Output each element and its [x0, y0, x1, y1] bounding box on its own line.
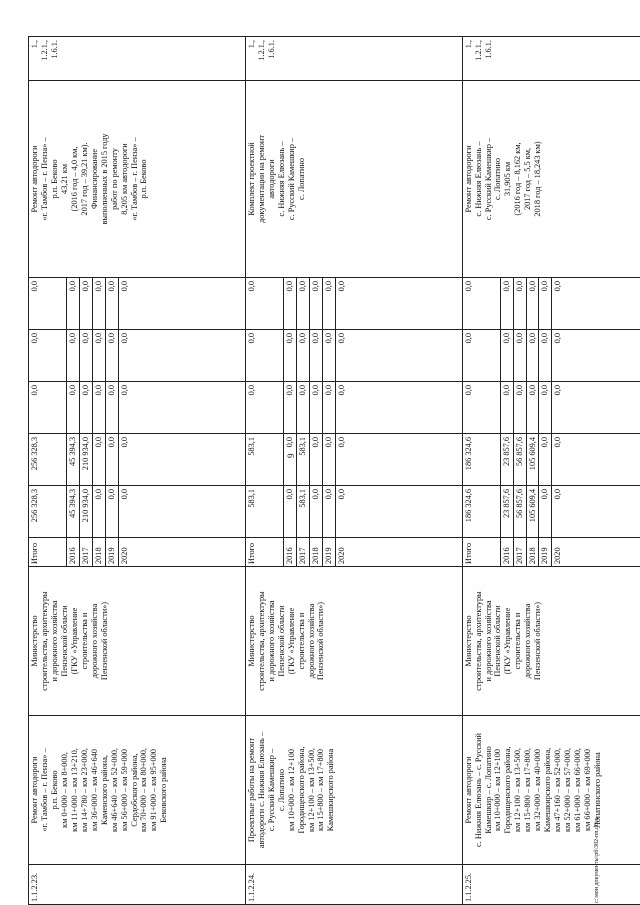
result-line: «г. Тамбов – г. Пенза» –: [39, 137, 49, 221]
executor-line: Пензенской области»): [99, 601, 109, 681]
amount-cell: 0,0: [513, 330, 526, 382]
amount-cell: 210 934,0: [79, 434, 92, 486]
amount-cell: 0,0: [283, 330, 296, 382]
year-cell: Итого: [29, 538, 67, 567]
measure-name-line: км 0+000 – км 8+000,: [59, 752, 69, 828]
amount-cell: 0,0: [79, 278, 92, 330]
executor-line: строительства и: [513, 612, 523, 670]
page-number: 9: [286, 453, 296, 458]
result-line: с. Лопатино: [493, 158, 503, 200]
measure-name-line: км 15+800 – км 17+800: [316, 749, 326, 831]
amount-cell: 0,0: [462, 278, 500, 330]
measure-name-line: Лопатинского района: [593, 752, 603, 828]
measure-name: [462, 716, 640, 865]
measure-name-line: км 10+000 – км 12+100: [286, 749, 296, 831]
amount-cell: 105 609,4: [526, 486, 539, 538]
amount-cell: 0,0: [552, 382, 640, 434]
amount-cell: 0,0: [309, 330, 322, 382]
amount-cell: 0,0: [500, 278, 513, 330]
amount-cell: 0,0: [335, 382, 462, 434]
executor-line: и дорожного хозяйства: [266, 600, 276, 682]
amount-cell: 0,0: [500, 382, 513, 434]
amount-cell: 0,0: [79, 382, 92, 434]
amount-cell: 0,0: [118, 486, 245, 538]
executor-line: строительства и: [296, 612, 306, 670]
amount-cell: 0,0: [309, 278, 322, 330]
measure-name-line: Городищенского района,: [296, 746, 306, 834]
year-cell: 2018: [309, 538, 322, 567]
result-line: Комплект проектной: [246, 142, 256, 216]
amount-cell: 0,0: [245, 278, 283, 330]
amount-cell: 0,0: [245, 382, 283, 434]
result-line: (2016 год – 4,0 км,: [69, 146, 79, 212]
amount-cell: 0,0: [92, 278, 105, 330]
year-cell: 2019: [539, 538, 552, 567]
amount-cell: 0,0: [296, 278, 309, 330]
executor-line: дорожного хозяйства: [306, 603, 316, 679]
amount-cell: 0,0: [67, 382, 80, 434]
measure-name-line: км 66+000 – км 69+000: [583, 749, 593, 831]
year-cell: 2020: [335, 538, 462, 567]
amount-cell: 0,0: [335, 278, 462, 330]
executor-line: Министерство: [246, 615, 256, 667]
measure-name-line: Сердобского района,: [129, 753, 139, 827]
measure-name: [245, 716, 462, 865]
executor-line: и дорожного хозяйства: [49, 600, 59, 682]
result-line: р.п. Беково: [139, 159, 149, 199]
amount-cell: 56 857,6: [513, 434, 526, 486]
amount-cell: 45 394,3: [67, 486, 80, 538]
measure-name-line: Ремонт автодороги: [30, 756, 39, 824]
program-table: [28, 36, 640, 905]
measure-name-line: с. Русский Камешкир –: [266, 748, 276, 832]
measure-name-line: «г. Тамбов – г. Пенза» –: [39, 748, 49, 832]
result-line: с. Нижняя Елюзань –: [473, 141, 483, 217]
amount-cell: 0,0: [552, 434, 640, 486]
indicator-line: 1.,: [463, 40, 473, 49]
amount-cell: 0,0: [105, 434, 118, 486]
year-cell: 2020: [118, 538, 245, 567]
year-cell: 2020: [552, 538, 640, 567]
executor-line: Министерство: [30, 615, 39, 667]
expected-result: [245, 81, 462, 278]
executor-line: Пензенской области: [493, 605, 503, 677]
expected-result: [29, 81, 246, 278]
executor: [245, 567, 462, 716]
amount-cell: 0,0: [105, 330, 118, 382]
indicator-line: 1.,: [30, 40, 39, 49]
measure-name-line: км 15+800 – км 17+800,: [523, 748, 533, 832]
amount-cell: 0,0: [283, 278, 296, 330]
amount-cell: 0,0: [526, 330, 539, 382]
result-line: документации на ремонт: [256, 135, 266, 223]
executor-line: Пензенской области: [59, 605, 69, 677]
amount-cell: 0,0: [552, 278, 640, 330]
amount-cell: 186 324,6: [462, 434, 500, 486]
indicator-refs: [29, 37, 246, 81]
result-line: 2018 год – 18,243 км): [533, 141, 543, 217]
amount-cell: 0,0: [67, 278, 80, 330]
table-row: [245, 37, 283, 905]
amount-cell: 23 857,6: [500, 434, 513, 486]
measure-name-line: Камешкир – с. Лопатино: [483, 746, 493, 834]
indicator-line: 1.2.1.,: [256, 40, 266, 61]
executor: [29, 567, 246, 716]
row-code: 1.1.2.23.: [29, 865, 246, 905]
amount-cell: 0,0: [513, 382, 526, 434]
amount-cell: 0,0: [67, 330, 80, 382]
executor-line: строительства, архитектуры: [39, 591, 49, 691]
amount-cell: 0,0: [539, 278, 552, 330]
year-cell: 2019: [105, 538, 118, 567]
amount-cell: 0,0: [539, 486, 552, 538]
indicator-refs: [462, 37, 640, 81]
result-line: 2017 год – 5,5 км,: [523, 147, 533, 211]
amount-cell: 45 394,3: [67, 434, 80, 486]
amount-cell: 105 609,4: [526, 434, 539, 486]
executor-line: строительства, архитектуры: [473, 591, 483, 691]
amount-cell: 0,0: [526, 278, 539, 330]
result-line: автодороги: [266, 159, 276, 199]
result-line: с. Русский Камешкир –: [483, 137, 493, 221]
amount-cell: 0,0: [296, 330, 309, 382]
measure-name-line: км 52+000 – км 57+000,: [563, 748, 573, 832]
amount-cell: 0,0: [296, 382, 309, 434]
amount-cell: 0,0: [322, 382, 335, 434]
result-line: 2017 год – 39,21 км).: [79, 142, 89, 216]
amount-cell: 0,0: [539, 382, 552, 434]
executor-line: (ГКУ «Управление: [503, 607, 513, 675]
amount-cell: 0,0: [322, 486, 335, 538]
amount-cell: 0,0: [526, 382, 539, 434]
amount-cell: 0,0: [92, 382, 105, 434]
result-line: с. Русский Камешкир –: [286, 137, 296, 221]
amount-cell: 0,0: [29, 330, 67, 382]
year-cell: 2017: [513, 538, 526, 567]
amount-cell: 0,0: [118, 434, 245, 486]
result-line: Ремонт автодороги: [463, 145, 473, 213]
indicator-line: 1.2.1.,: [39, 40, 49, 61]
amount-cell: 0,0: [92, 434, 105, 486]
amount-cell: 256 328,3: [29, 434, 67, 486]
indicator-line: 1.6.1.: [49, 40, 59, 59]
amount-cell: 0,0: [309, 434, 322, 486]
amount-cell: 0,0: [283, 434, 296, 486]
amount-cell: 583,1: [296, 486, 309, 538]
amount-cell: 186 324,6: [462, 486, 500, 538]
measure-name-line: Камешкирского района,: [543, 747, 553, 833]
amount-cell: 0,0: [283, 382, 296, 434]
year-cell: 2017: [296, 538, 309, 567]
amount-cell: 0,0: [462, 330, 500, 382]
amount-cell: 0,0: [552, 486, 640, 538]
amount-cell: 0,0: [92, 330, 105, 382]
amount-cell: 0,0: [105, 278, 118, 330]
amount-cell: 0,0: [513, 278, 526, 330]
amount-cell: 0,0: [92, 486, 105, 538]
measure-name-line: Проектные работы на ремонт: [246, 737, 256, 843]
indicator-line: 1.,: [246, 40, 256, 49]
amount-cell: 0,0: [118, 382, 245, 434]
amount-cell: 0,0: [539, 330, 552, 382]
footer-path: c:\мои документы\рб\382-пп.docx: [594, 817, 600, 903]
indicator-line: 1.2.1.,: [473, 40, 483, 61]
indicator-line: 1.6.1.: [483, 40, 493, 59]
amount-cell: 0,0: [118, 278, 245, 330]
year-cell: Итого: [462, 538, 500, 567]
executor-line: Пензенской области: [276, 605, 286, 677]
result-line: Финансирование: [89, 148, 99, 210]
measure-name-line: Бековского района: [159, 757, 169, 823]
result-line: с. Лопатино: [296, 158, 306, 200]
amount-cell: 0,0: [29, 382, 67, 434]
executor-line: строительства и: [79, 612, 89, 670]
year-cell: 2016: [500, 538, 513, 567]
result-line: 43,21 км: [59, 163, 69, 195]
amount-cell: 0,0: [322, 330, 335, 382]
executor-line: (ГКУ «Управление: [286, 607, 296, 675]
measure-name-line: км 11+000 – км 13+210,: [69, 748, 79, 832]
amount-cell: 0,0: [105, 486, 118, 538]
amount-cell: 0,0: [462, 382, 500, 434]
year-cell: 2016: [67, 538, 80, 567]
result-line: Ремонт автодороги: [30, 145, 39, 213]
year-cell: Итого: [245, 538, 283, 567]
measure-name-line: р.п. Беково: [49, 770, 59, 810]
measure-name-line: км 32+000 – км 40+000: [533, 749, 543, 831]
measure-name-line: км 47+160 – км 52+000,: [553, 748, 563, 832]
measure-name-line: км 14+780 – км 23+000,: [79, 748, 89, 832]
row-code: 1.1.2.24.: [245, 865, 462, 905]
measure-name-line: км 10+000 – км 12+100: [493, 749, 503, 831]
amount-cell: 0,0: [322, 434, 335, 486]
measure-name-line: км 91+000 – км 95+000: [149, 749, 159, 831]
amount-cell: 0,0: [118, 330, 245, 382]
executor-line: Пензенской области»): [316, 601, 326, 681]
measure-name-line: км 70+000 – км 80+000,: [139, 748, 149, 832]
year-cell: 2018: [92, 538, 105, 567]
result-line: (2016 год – 8,162 км,: [513, 142, 523, 216]
amount-cell: 0,0: [335, 486, 462, 538]
expected-result: [462, 81, 640, 278]
measure-name-line: с. Нижняя Елюзань – с. Русский: [473, 733, 483, 847]
measure-name-line: Камешкирского района: [326, 748, 336, 832]
amount-cell: 583,1: [245, 486, 283, 538]
amount-cell: 0,0: [105, 382, 118, 434]
amount-cell: 0,0: [500, 330, 513, 382]
measure-name-line: км 36+000 – км 46+640: [89, 749, 99, 831]
amount-cell: 0,0: [335, 330, 462, 382]
measure-name-line: км 12+100 – км 13+500,: [513, 748, 523, 832]
amount-cell: 0,0: [283, 486, 296, 538]
executor-line: Пензенской области»): [533, 601, 543, 681]
result-line: 8,205 км автодороги: [119, 143, 129, 215]
amount-cell: 0,0: [552, 330, 640, 382]
amount-cell: 23 857,6: [500, 486, 513, 538]
amount-cell: 56 857,6: [513, 486, 526, 538]
indicator-line: 1.6.1.: [266, 40, 276, 59]
amount-cell: 583,1: [245, 434, 283, 486]
measure-name-line: км 61+000 – км 66+000,: [573, 748, 583, 832]
measure-name-line: с. Лопатино: [276, 769, 286, 811]
row-code: 1.1.2.25.: [462, 865, 640, 905]
result-line: с. Нижняя Елюзань –: [276, 141, 286, 217]
amount-cell: 256 328,3: [29, 486, 67, 538]
table-row: [462, 37, 500, 905]
executor-line: строительства, архитектуры: [256, 591, 266, 691]
amount-cell: 0,0: [29, 278, 67, 330]
executor-line: (ГКУ «Управление: [69, 607, 79, 675]
year-cell: 2019: [322, 538, 335, 567]
result-line: выполненных в 2015 году: [99, 133, 109, 225]
amount-cell: 0,0: [79, 330, 92, 382]
measure-name-line: Ремонт автодороги: [463, 756, 473, 824]
amount-cell: 583,1: [296, 434, 309, 486]
year-cell: 2018: [526, 538, 539, 567]
result-line: 31,905 км: [503, 161, 513, 197]
executor: [462, 567, 640, 716]
executor-line: дорожного хозяйства: [89, 603, 99, 679]
measure-name-line: автодороги с. Нижняя Елюзань –: [256, 731, 266, 849]
year-cell: 2016: [283, 538, 296, 567]
amount-cell: 0,0: [245, 330, 283, 382]
amount-cell: 0,0: [322, 278, 335, 330]
executor-line: и дорожного хозяйства: [483, 600, 493, 682]
amount-cell: 210 934,0: [79, 486, 92, 538]
amount-cell: 0,0: [309, 486, 322, 538]
amount-cell: 0,0: [309, 382, 322, 434]
indicator-refs: [245, 37, 462, 81]
result-line: «г. Тамбов – г. Пенза» –: [129, 137, 139, 221]
measure-name-line: км 46+640 – км 52+000,: [109, 748, 119, 832]
result-line: работ по ремонту: [109, 148, 119, 210]
measure-name-line: км 12+100 – км 13+500,: [306, 748, 316, 832]
result-line: р.п. Беково: [49, 159, 59, 199]
year-cell: 2017: [79, 538, 92, 567]
measure-name-line: Каменского района,: [99, 755, 109, 825]
measure-name-line: Городищенского района,: [503, 746, 513, 834]
executor-line: Министерство: [463, 615, 473, 667]
measure-name: [29, 716, 246, 865]
table-row: [29, 37, 67, 905]
amount-cell: 0,0: [335, 434, 462, 486]
amount-cell: 0,0: [539, 434, 552, 486]
measure-name-line: км 56+000 – км 59+000: [119, 749, 129, 831]
executor-line: дорожного хозяйства: [523, 603, 533, 679]
